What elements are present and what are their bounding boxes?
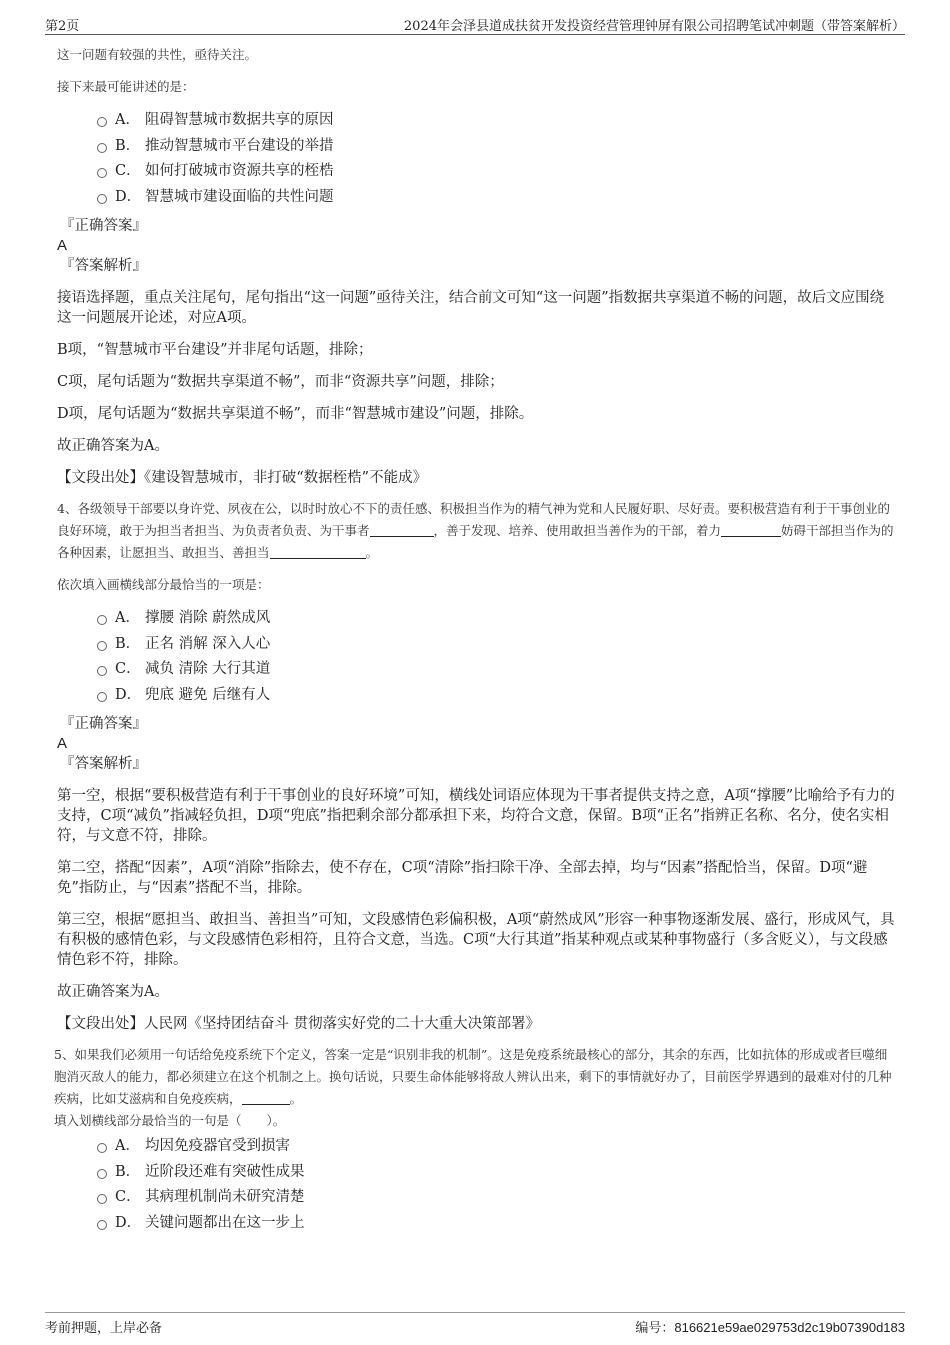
document-title: 2024年会泽县道成扶贫开发投资经营管理钟屏有限公司招聘笔试冲刺题（带答案解析） [403, 19, 905, 34]
analysis-paragraph: 故正确答案为A。 [57, 984, 169, 1000]
analysis-paragraph: 第二空，搭配“因素”，A项“消除”指除去，使不存在，C项“清除”指扫除干净、全部去掉，均与“因素”搭配恰当，保留。D项“避免”指防止，与“因素”搭配不当，排除。 [57, 860, 868, 896]
fill-blank [270, 544, 366, 559]
option-c[interactable]: C． 如何打破城市资源共享的桎梏 [97, 159, 897, 185]
answer-label: 『正确答案』 [60, 716, 147, 732]
radio-button[interactable] [97, 1220, 107, 1230]
answer-label: 『正确答案』 [60, 218, 147, 234]
radio-button[interactable] [97, 615, 107, 625]
answer-value: A [57, 735, 68, 752]
question-4-text: 4、各级领导干部要以身许党、夙夜在公，以时时放心不下的责任感、积极担当作为的精气神为党和人民履好职、尽好责。要积极营造有利于干事创业的良好环境，敢于为担当者担当、为负责者负责、为干事者 ，善于发现、培养、使用敢担当善作为的干部，着力 妨碍干部担当作为的各种因素，让愿担当、敢担当、善担当 。 [57, 501, 894, 560]
source-citation: 【文段出处】人民网《坚持团结奋斗 贯彻落实好党的二十大重大决策部署》 [57, 1016, 541, 1032]
page-number: 第2页 [45, 19, 80, 34]
option-b[interactable]: B． 推动智慧城市平台建设的举措 [97, 134, 897, 160]
radio-button[interactable] [97, 143, 107, 153]
radio-button[interactable] [97, 168, 107, 178]
option-a[interactable]: A． 阻碍智慧城市数据共享的原因 [97, 108, 897, 134]
option-b[interactable]: B． 近阶段还难有突破性成果 [97, 1160, 897, 1186]
page-footer [45, 1312, 905, 1335]
question-4-prompt: 依次填入画横线部分最恰当的一项是： [57, 577, 270, 592]
question-5-options [97, 1134, 897, 1236]
question-4-options [97, 606, 897, 708]
question-3-prompt: 接下来最可能讲述的是： [57, 79, 195, 94]
radio-button[interactable] [97, 194, 107, 204]
option-c[interactable]: C． 减负 清除 大行其道 [97, 657, 897, 683]
radio-button[interactable] [97, 666, 107, 676]
analysis-paragraph: 故正确答案为A。 [57, 438, 169, 454]
analysis-paragraph: 第一空，根据“要积极营造有利于干事创业的良好环境”可知，横线处词语应体现为干事者提供支持之意，A项“撑腰”比喻给予有力的支持，C项“减负”指减轻负担，D项“兜底”指把剩余部分都承担下来，均符合文意，保留。B项“正名”指辨正名称、名分，使名实相符，与文意不符，排除。 [57, 788, 895, 844]
option-b[interactable]: B． 正名 消解 深入人心 [97, 632, 897, 658]
document-code: 编号：816621e59ae029753d2c19b07390d183 [635, 1320, 905, 1336]
analysis-paragraph: D项，尾句话题为“数据共享渠道不畅”，而非“智慧城市建设”问题，排除。 [57, 406, 534, 422]
footer-slogan: 考前押题，上岸必备 [45, 1321, 163, 1336]
analysis-paragraph: 接语选择题，重点关注尾句，尾句指出“这一问题”亟待关注，结合前文可知“这一问题”指数据共享渠道不畅的问题，故后文应围绕这一问题展开论述，对应A项。 [57, 290, 885, 326]
analysis-label: 『答案解析』 [60, 258, 147, 274]
analysis-paragraph: B项，“智慧城市平台建设”并非尾句话题，排除； [57, 342, 373, 358]
radio-button[interactable] [97, 1169, 107, 1179]
radio-button[interactable] [97, 1194, 107, 1204]
radio-button[interactable] [97, 1143, 107, 1153]
radio-button[interactable] [97, 692, 107, 702]
fill-blank [370, 522, 434, 537]
option-d[interactable]: D． 关键问题都出在这一步上 [97, 1211, 897, 1237]
fill-blank [242, 1090, 290, 1105]
question-5-text: 5、如果我们必须用一句话给免疫系统下个定义，答案一定是“识别非我的机制”。这是免疫系统最核心的部分，其余的东西，比如抗体的形成或者巨噬细胞消灭敌人的能力，都必须建立在这个机制之上。换句话说，只要生命体能够将敌人辨认出来，剩下的事情就好办了，目前医学界遇到的最难对付的几种疾病，比如艾滋病和自免疫疾病， 。 [54, 1047, 892, 1106]
answer-value: A [57, 237, 68, 254]
radio-button[interactable] [97, 117, 107, 127]
analysis-label: 『答案解析』 [60, 756, 147, 772]
question-3-options [97, 108, 897, 210]
document-body [54, 44, 897, 1242]
question-5-prompt: 填入划横线部分最恰当的一句是（ ）。 [54, 1113, 286, 1128]
option-d[interactable]: D． 兜底 避免 后继有人 [97, 683, 897, 709]
page-header [45, 14, 905, 35]
option-d[interactable]: D． 智慧城市建设面临的共性问题 [97, 185, 897, 211]
option-c[interactable]: C． 其病理机制尚未研究清楚 [97, 1185, 897, 1211]
option-a[interactable]: A． 撑腰 消除 蔚然成风 [97, 606, 897, 632]
source-citation: 【文段出处】《建设智慧城市，非打破“数据桎梏”不能成》 [57, 470, 428, 486]
radio-button[interactable] [97, 641, 107, 651]
fill-blank [721, 522, 781, 537]
analysis-paragraph: C项，尾句话题为“数据共享渠道不畅”，而非“资源共享”问题，排除； [57, 374, 504, 390]
question-3-intro: 这一问题有较强的共性，亟待关注。 [57, 47, 258, 62]
option-a[interactable]: A． 均因免疫器官受到损害 [97, 1134, 897, 1160]
analysis-paragraph: 第三空，根据“愿担当、敢担当、善担当”可知，文段感情色彩偏积极，A项“蔚然成风”形容一种事物逐渐发展、盛行，形成风气，具有积极的感情色彩，与文段感情色彩相符，且符合文意，当选。C项“大行其道”指某种观点或某种事物盛行（多含贬义），与文段感情色彩不符，排除。 [57, 912, 895, 968]
